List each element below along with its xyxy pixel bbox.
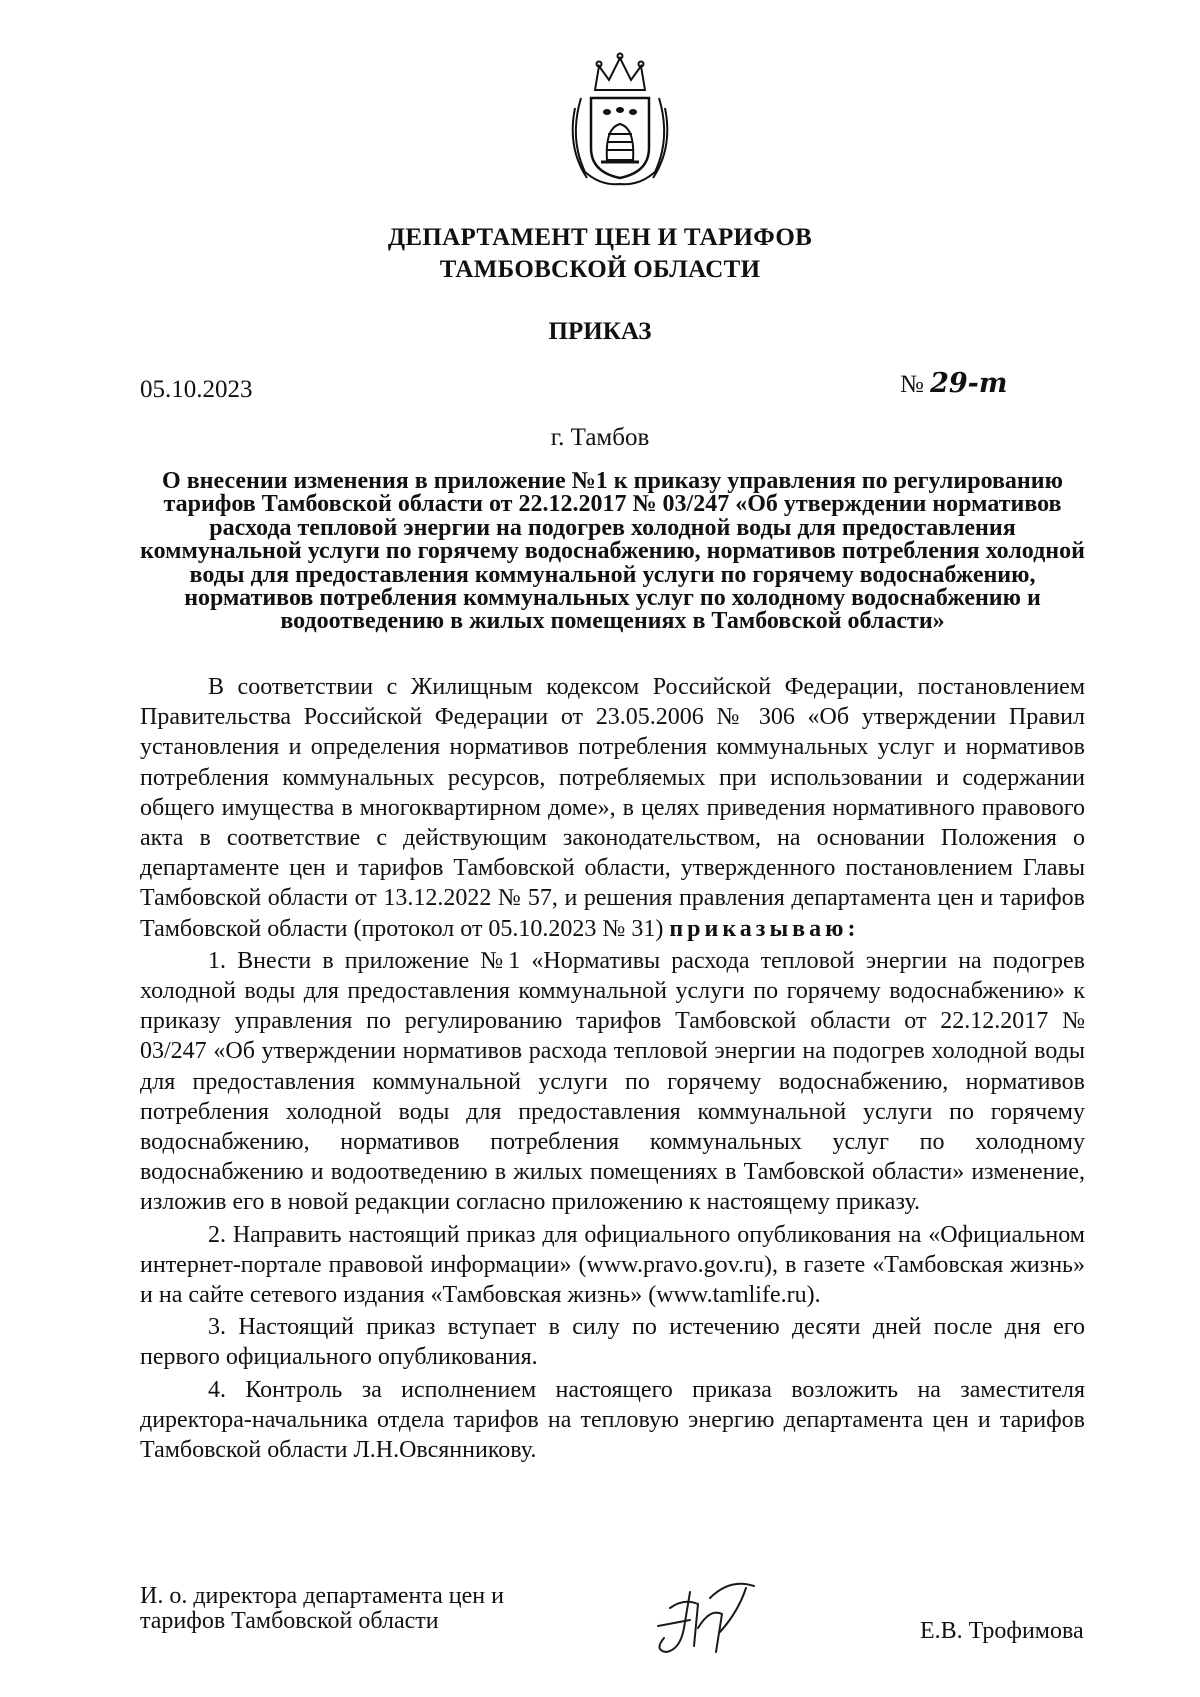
order-item-3: 3. Настоящий приказ вступает в силу по истечению десяти дней после дня его первого официального опубликования. (140, 1314, 1085, 1371)
number-value: 29-т (930, 368, 1008, 399)
tambov-coat-of-arms-icon (565, 48, 675, 188)
preamble-paragraph (140, 672, 1085, 944)
signatory-title-line2: тарифов Тамбовской области (140, 1608, 439, 1634)
order-word: приказываю: (669, 915, 860, 942)
order-item-1: 1. Внести в приложение №1 «Нормативы расхода тепловой энергии на подогрев холодной воды для предоставления коммунальной услуги по горячему водоснабжению» к приказу управления по регулированию тарифов Тамбовской области от 22.12.2017 № 03/247 «Об утверждении нормативов расхода тепловой энергии на подогрев холодной воды для предоставления коммунальной услуги по горячему водоснабжению, нормативов потребления холодной воды для предоставления коммунальной услуги по горячему водоснабжению, нормативов потребления коммунальных услуг по холодному водоснабжению и водоотведению в жилых помещениях в Тамбовской области» изменение, изложив его в новой редакции согласно приложению к настоящему приказу. (140, 947, 1085, 1216)
document-date: 05.10.2023 (140, 376, 253, 403)
document-type: ПРИКАЗ (548, 318, 652, 345)
document-subject: О внесении изменения в приложение №1 к приказу управления по регулированию тарифов Тамбовской области от 22.12.2017 № 03/247 «Об утверждении нормативов расхода тепловой энергии на подогрев холодной воды для предоставления коммунальной услуги по горячему водоснабжению, нормативов потребления холодной воды для предоставления коммунальной услуги по горячему водоснабжению, нормативов потребления коммунальных услуг по холодному водоснабжению и водоотведению в жилых помещениях в Тамбовской области» (140, 468, 1085, 635)
signatory-title (140, 1584, 504, 1634)
agency-name (0, 222, 1200, 286)
agency-name-line2: ТАМБОВСКОЙ ОБЛАСТИ (439, 256, 761, 283)
signatory-title-line1: И. о. директора департамента цен и (140, 1583, 504, 1609)
order-item-4: 4. Контроль за исполнением настоящего приказа возложить на заместителя директора-начальника отдела тарифов на тепловую энергию департамента цен и тарифов Тамбовской области Л.Н.Овсянникову. (140, 1376, 1085, 1464)
document-city: г. Тамбов (550, 424, 650, 451)
document-number (900, 368, 1007, 399)
signatory-name: Е.В. Трофимова (920, 1618, 1084, 1644)
number-prefix: № (900, 371, 924, 398)
preamble-text: В соответствии с Жилищным кодексом Российской Федерации, постановлением Правительства Российской Федерации от 23.05.2006 № 306 «Об утверждении Правил установления и определения нормативов потребления коммунальных услуг и нормативов потребления коммунальных ресурсов, потребляемых при использовании и содержании общего имущества в многоквартирном доме», в целях приведения нормативного правового акта в соответствие с действующим законодательством, на основании Положения о департаменте цен и тарифов Тамбовской области, утвержденного постановлением Главы Тамбовской области от 13.12.2022 № 57, и решения правления департамента цен и тарифов Тамбовской области (протокол от 05.10.2023 № 31) (140, 674, 1085, 942)
handwritten-signature (650, 1568, 770, 1668)
order-item-2: 2. Направить настоящий приказ для официального опубликования на «Официальном интернет-портале правовой информации» (www.pravo.gov.ru), в газете «Тамбовская жизнь» и на сайте сетевого издания «Тамбовская жизнь» (www.tamlife.ru). (140, 1221, 1085, 1309)
document-body (140, 672, 1085, 1467)
agency-name-line1: ДЕПАРТАМЕНТ ЦЕН И ТАРИФОВ (387, 224, 813, 251)
